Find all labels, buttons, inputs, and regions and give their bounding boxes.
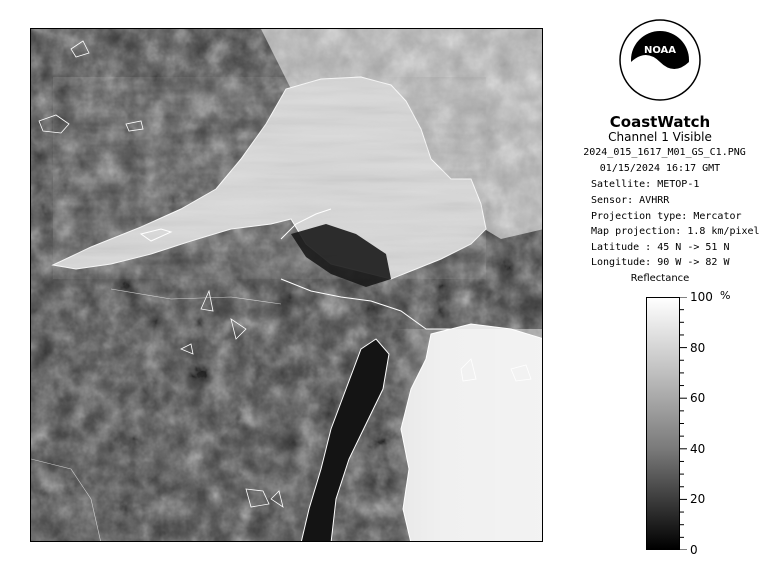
- meta-projection-type: Projection type: Mercator: [591, 211, 742, 222]
- satellite-image: [30, 28, 543, 542]
- colorbar-tick-label: 80: [690, 340, 706, 355]
- meta-map-projection: Map projection: 1.8 km/pixel: [591, 226, 760, 237]
- colorbar-unit: %: [720, 289, 731, 302]
- channel-label: Channel 1 Visible: [608, 130, 712, 144]
- acquisition-datetime: 01/15/2024 16:17 GMT: [599, 163, 721, 174]
- meta-latitude: Latitude : 45 N -> 51 N: [591, 242, 730, 253]
- colorbar-tick-label: 60: [690, 391, 706, 406]
- colorbar-tick-label: 0: [690, 543, 698, 557]
- colorbar-ticks: [680, 297, 690, 550]
- colorbar-tick-label: 20: [690, 492, 706, 507]
- product-title: CoastWatch: [609, 113, 711, 131]
- colorbar-title: Reflectance: [630, 273, 690, 284]
- reflectance-colorbar: [646, 297, 680, 550]
- meta-longitude: Longitude: 90 W -> 82 W: [591, 257, 730, 268]
- meta-satellite: Satellite: METOP-1: [591, 179, 700, 190]
- noaa-logo: [618, 18, 702, 102]
- noaa-logo-text: NOAA: [643, 45, 677, 56]
- map-canvas: [31, 29, 543, 542]
- colorbar-tick-label: 40: [690, 441, 706, 456]
- cloud-cover-east: [391, 329, 543, 542]
- image-filename: 2024_015_1617_M01_GS_C1.PNG: [583, 147, 746, 158]
- colorbar-tick-label: 100: [690, 290, 713, 304]
- meta-sensor: Sensor: AVHRR: [591, 195, 670, 206]
